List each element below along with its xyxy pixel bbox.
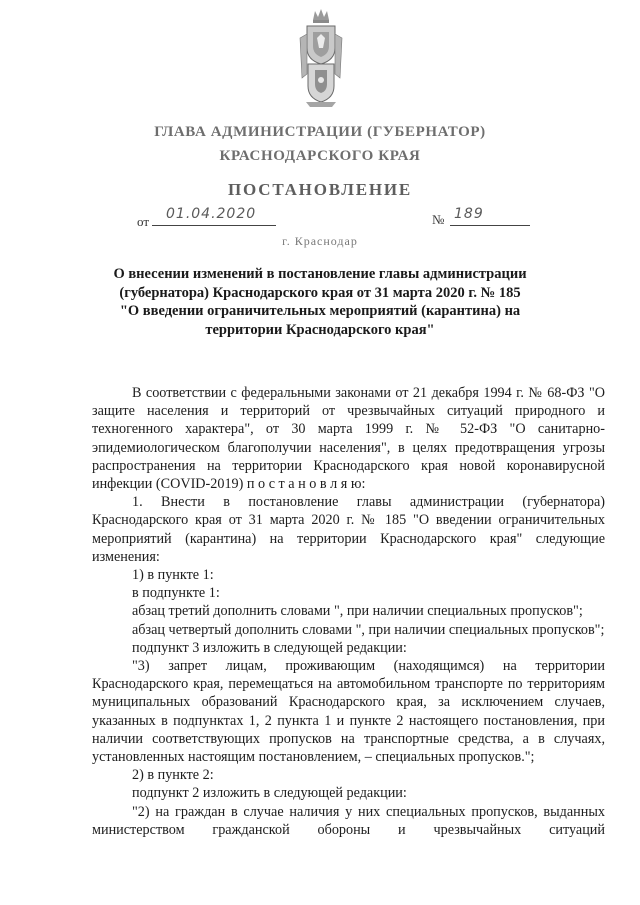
paragraph: 1) в пункте 1:	[132, 567, 214, 584]
city: г. Краснодар	[282, 234, 358, 248]
paragraph: абзац четвертый дополнить словами ", при наличии специальных пропусков";	[132, 621, 605, 638]
number-label: №	[432, 212, 445, 227]
date-value: 01.04.2020	[152, 206, 276, 226]
document-type: ПОСТАНОВЛЕНИЕ	[227, 180, 413, 199]
paragraph-preamble: В соответствии с федеральными законами от 21 декабря 1994 г. № 68-ФЗ "О защите населения и территорий от чрезвычайных ситуаций природного и техногенного характера", от 30 марта 1999 г. № 52-ФЗ "О санитарно-эпидемиологическом благополучии населения", в целях предотвращения угрозы распространения на территории Краснодарского края новой коронавирусной инфекции (COVID-2019) п о с т а н о в л я ю:	[92, 385, 605, 493]
paragraph: подпункт 3 изложить в следующей редакции:	[132, 639, 407, 656]
paragraph: в подпункте 1:	[132, 585, 220, 602]
number-value: 189	[450, 206, 530, 226]
krasnodar-coat-of-arms-icon	[298, 8, 344, 108]
header-region: КРАСНОДАРСКОГО КРАЯ	[219, 148, 421, 164]
date-label: от	[137, 214, 150, 229]
paragraph: 2) в пункте 2:	[132, 767, 214, 784]
header-authority: ГЛАВА АДМИНИСТРАЦИИ (ГУБЕРНАТОР)	[154, 124, 486, 140]
paragraph: "2) на граждан в случае наличия у них специальных пропусков, выданных министерством гражданской обороны и чрезвычайных ситуаций	[92, 803, 605, 838]
paragraph: подпункт 2 изложить в следующей редакции:	[132, 785, 407, 802]
paragraph: абзац третий дополнить словами ", при наличии специальных пропусков";	[132, 603, 583, 620]
document-body	[92, 384, 605, 839]
paragraph: "3) запрет лицам, проживающим (находящимся) на территории Краснодарского края, перемещаться на автомобильном транспорте по территориям муниципальных образований Краснодарского края, за исключением случаев, указанных в подпунктах 1, 2 пункта 1 и пункте 2 настоящего постановления, при наличии соответствующих пропусков на транспортные средства, а в случаях, установленных настоящим постановлением, – специальных пропусков.";	[92, 658, 605, 766]
paragraph-item-1: 1. Внести в постановление главы администрации (губернатора) Краснодарского края от 31 марта 2020 г. № 185 "О введении ограничительных мероприятий (карантина) на территории Краснодарского края" следующие изменения:	[92, 494, 605, 565]
document-title: О внесении изменений в постановление главы администрации (губернатора) Краснодарского края от 31 марта 2020 г. № 185 "О введении ограничительных мероприятий (карантина) на территории Краснодарского края"	[113, 266, 527, 338]
